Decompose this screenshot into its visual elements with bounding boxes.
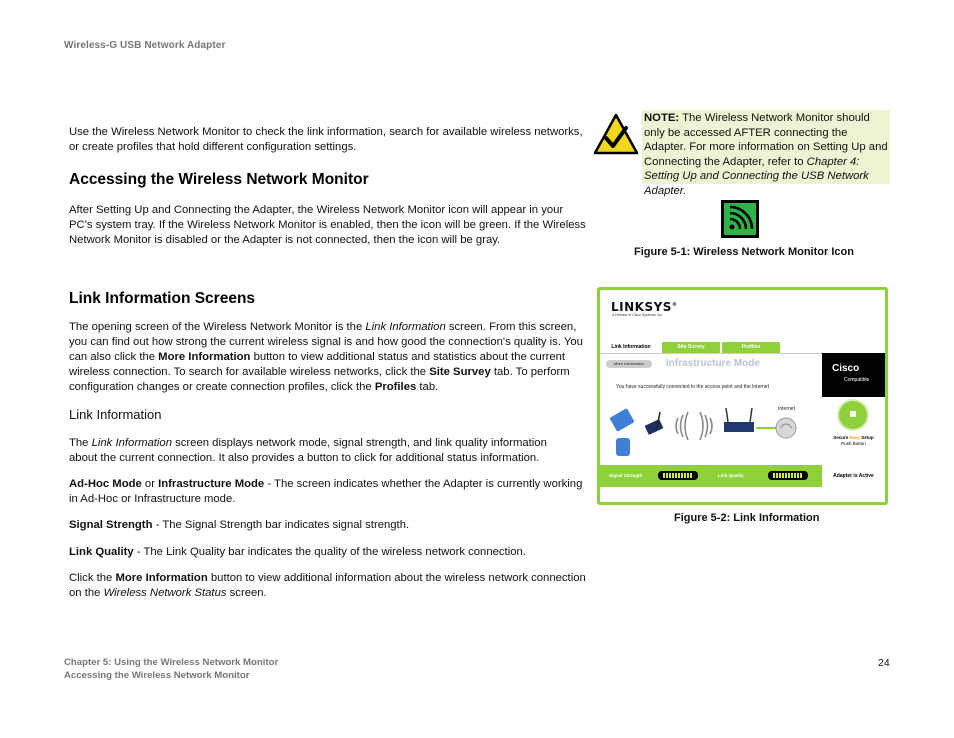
signal-strength-paragraph: Signal Strength - The Signal Strength bar indicates signal strength. bbox=[69, 519, 410, 531]
more-information-button[interactable]: More Information bbox=[606, 360, 652, 368]
ses-area bbox=[822, 397, 885, 465]
internet-globe-icon bbox=[776, 418, 796, 438]
note-checkmark-icon bbox=[593, 113, 639, 155]
signal-strength-bar bbox=[658, 471, 698, 480]
link-quality-paragraph: Link Quality - The Link Quality bar indicates the quality of the wireless network connection. bbox=[69, 546, 526, 558]
subheading-link-information: Link Information bbox=[69, 407, 162, 422]
laptop-icon bbox=[609, 408, 634, 456]
status-bar bbox=[600, 465, 885, 487]
linksys-header bbox=[600, 290, 885, 340]
signal-strength-label: Signal Strength bbox=[609, 473, 643, 478]
mode-paragraph: Ad-Hoc Mode or Infrastructure Mode - The screen indicates whether the Adapter is currently working in Ad-Hoc or Infrastructure mode. bbox=[69, 478, 583, 505]
signal-waves-icon bbox=[676, 412, 712, 440]
page-number: 24 bbox=[878, 657, 890, 669]
tab-link-information[interactable]: Link Information bbox=[602, 342, 660, 353]
accessing-paragraph: After Setting Up and Connecting the Adapter, the Wireless Network Monitor icon will appear in your PC's system tray. If the Wireless Network Monitor is enabled, then the icon will be green. If the Wireless Network Monitor is disabled or the Adapter is not connected, then the icon will be gray. bbox=[69, 204, 586, 246]
lock-icon bbox=[850, 411, 856, 417]
intro-paragraph: Use the Wireless Network Monitor to check the link information, search for available wireless networks, or create profiles that hold different configuration settings. bbox=[69, 126, 583, 153]
link-information-screenshot bbox=[597, 287, 888, 505]
link-information-paragraph: The Link Information screen displays network mode, signal strength, and link quality information about the current connection. It also provides a button to click for additional status information. bbox=[69, 437, 547, 464]
internet-label: Internet bbox=[778, 406, 795, 412]
tab-site-survey[interactable]: Site Survey bbox=[662, 342, 720, 353]
wireless-signal-icon bbox=[724, 203, 756, 235]
tab-profiles[interactable]: Profiles bbox=[722, 342, 780, 353]
heading-accessing-monitor: Accessing the Wireless Network Monitor bbox=[69, 171, 369, 188]
figure-1-caption: Figure 5-1: Wireless Network Monitor Icon bbox=[634, 246, 854, 258]
cisco-logo: Cisco bbox=[832, 363, 860, 374]
linksys-logo: LINKSYS® bbox=[611, 300, 678, 314]
linksys-tagline: A Division of Cisco Systems, Inc. bbox=[612, 313, 663, 317]
cisco-badge bbox=[822, 353, 885, 397]
link-quality-label: Link Quality bbox=[718, 473, 744, 478]
screenshot-bottom-area bbox=[600, 487, 885, 502]
router-icon bbox=[724, 408, 754, 432]
tab-bar bbox=[600, 340, 885, 353]
cisco-panel bbox=[822, 353, 885, 465]
ses-label: Secure Easy Setup Push Button bbox=[833, 435, 874, 446]
usb-adapter-icon bbox=[645, 412, 664, 435]
network-mode-label: Infrastructure Mode bbox=[666, 358, 760, 369]
figure-2-caption: Figure 5-2: Link Information bbox=[674, 512, 820, 524]
connection-diagram bbox=[608, 398, 818, 464]
connection-status-message: You have successfully connected to the access point and the Internet bbox=[616, 384, 769, 390]
document-header: Wireless-G USB Network Adapter bbox=[64, 40, 226, 51]
wireless-monitor-icon bbox=[721, 200, 759, 238]
link-info-panel bbox=[600, 353, 822, 466]
link-quality-bar bbox=[768, 471, 808, 480]
more-information-paragraph: Click the More Information button to view additional information about the wireless network connection on the Wireless Network Status screen. bbox=[69, 572, 586, 599]
footer-chapter: Chapter 5: Using the Wireless Network Monitor Accessing the Wireless Network Monitor bbox=[64, 657, 279, 681]
heading-link-info-screens: Link Information Screens bbox=[69, 290, 256, 307]
link-screens-paragraph: The opening screen of the Wireless Network Monitor is the Link Information screen. From this screen, you can find out how strong the current wireless signal is and how good the connection's quality is. You can also click the More Information button to view additional status and statistics about the current wireless connection. To search for available wireless networks, click the Site Survey tab. To perform configuration changes or create connection profiles, click the Profiles tab. bbox=[69, 321, 583, 393]
adapter-status: Adapter is Active bbox=[822, 465, 885, 487]
note-text: NOTE: The Wireless Network Monitor should only be accessed AFTER connecting the Adapter. For more information on Setting Up and Connecting the Adapter, refer to Chapter 4: Setting Up and Connecting the USB Network Adapter. bbox=[644, 112, 888, 197]
cisco-compatible-label: Compatible bbox=[844, 377, 870, 383]
